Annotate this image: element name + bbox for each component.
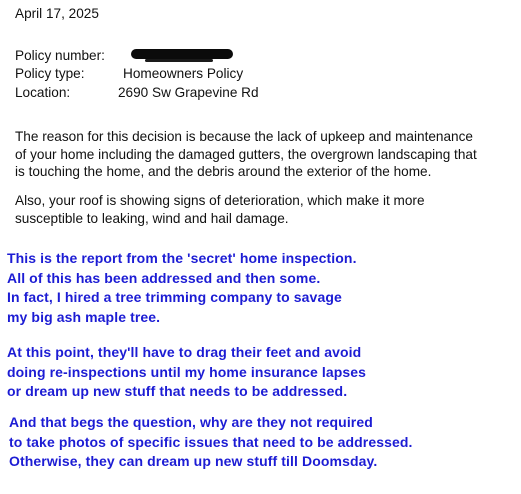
annotation-line: my big ash maple tree.	[7, 308, 161, 325]
location-label: Location:	[15, 85, 71, 100]
letter-date: April 17, 2025	[15, 6, 99, 21]
location-value: 2690 Sw Grapevine Rd	[118, 85, 259, 100]
decision-paragraph	[15, 128, 510, 181]
annotation-line: doing re-inspections until my home insurance lapses	[7, 363, 367, 380]
decision-line: of your home including the damaged gutters, the overgrown landscaping that	[15, 146, 477, 162]
annotation-line: And that begs the question, why are they not required	[9, 414, 373, 430]
annotation-line: All of this has been addressed and then some.	[7, 269, 321, 286]
roof-paragraph	[15, 192, 510, 227]
annotation-line: At this point, they'll have to drag their feet and avoid	[7, 344, 362, 360]
policy-type-label: Policy type:	[15, 66, 85, 81]
annotation-line: This is the report from the 'secret' home inspection.	[7, 250, 357, 266]
annotation-paragraph-2	[7, 343, 366, 402]
decision-line: is touching the home, and the debris around the exterior of the home.	[15, 164, 432, 179]
roof-line: susceptible to leaking, wind and hail damage.	[15, 210, 289, 226]
annotation-line: to take photos of specific issues that need to be addressed.	[9, 433, 413, 450]
annotation-line: In fact, I hired a tree trimming company to savage	[7, 289, 342, 305]
decision-line: The reason for this decision is because the lack of upkeep and maintenance	[15, 129, 473, 144]
annotation-line: Otherwise, they can dream up new stuff till Doomsday.	[9, 453, 378, 469]
annotation-line: or dream up new stuff that needs to be addressed.	[7, 383, 348, 399]
policy-number-redaction	[131, 49, 233, 59]
policy-type-value: Homeowners Policy	[123, 66, 244, 81]
policy-number-label: Policy number:	[15, 48, 105, 63]
annotation-paragraph-1	[7, 249, 357, 327]
annotation-paragraph-3	[9, 413, 413, 472]
roof-line: Also, your roof is showing signs of deterioration, which make it more	[15, 193, 425, 208]
